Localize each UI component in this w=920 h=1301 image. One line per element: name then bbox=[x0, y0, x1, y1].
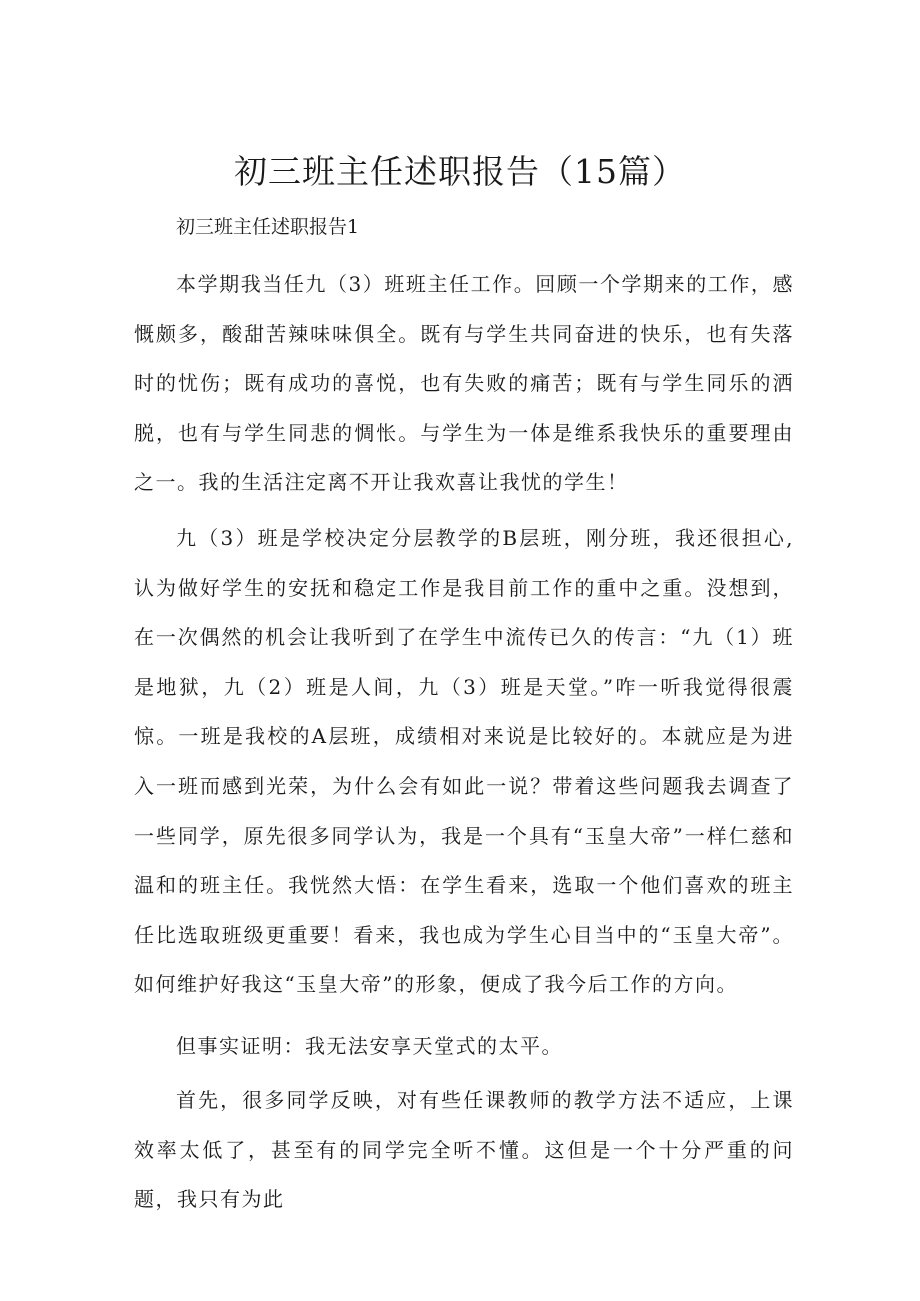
paragraph-3: 但事实证明：我无法安享天堂式的太平。 bbox=[176, 1034, 563, 1058]
paragraph-4: 首先，很多同学反映，对有些任课教师的教学方法不适应，上课效率太低了，甚至有的同学完全听不懂。这但是一个十分严重的问题，我只有为此 bbox=[134, 1088, 794, 1212]
paragraph-1: 本学期我当任九（3）班班主任工作。回顾一个学期来的工作，感慨颇多，酸甜苦辣味味俱全。既有与学生共同奋进的快乐，也有失落时的忧伤；既有成功的喜悦，也有失败的痛苦；既有与学生同乐的洒脱，也有与学生同悲的惆怅。与学生为一体是维系我快乐的重要理由之一。我的生活注定离不开让我欢喜让我忧的学生！ bbox=[134, 272, 794, 495]
document-title: 初三班主任述职报告（15篇） bbox=[234, 152, 686, 191]
paragraph-2: 九（3）班是学校决定分层教学的B层班，刚分班，我还很担心,认为做好学生的安抚和稳定工作是我目前工作的重中之重。没想到，在一次偶然的机会让我听到了在学生中流传已久的传言：“九（1）班是地狱，九（2）班是人间，九（3）班是天堂。”咋一听我觉得很震惊。一班是我校的A层班，成绩相对来说是比较好的。本就应是为进入一班而感到光荣，为什么会有如此一说？带着这些问题我去调查了一些同学，原先很多同学认为，我是一个具有“玉皇大帝”一样仁慈和温和的班主任。我恍然大悟：在学生看来，选取一个他们喜欢的班主任比选取班级更重要！看来，我也成为学生心目当中的“玉皇大帝”。如何维护好我这“玉皇大帝”的形象，便成了我今后工作的方向。 bbox=[134, 526, 794, 997]
section-heading: 初三班主任述职报告1 bbox=[176, 216, 360, 238]
